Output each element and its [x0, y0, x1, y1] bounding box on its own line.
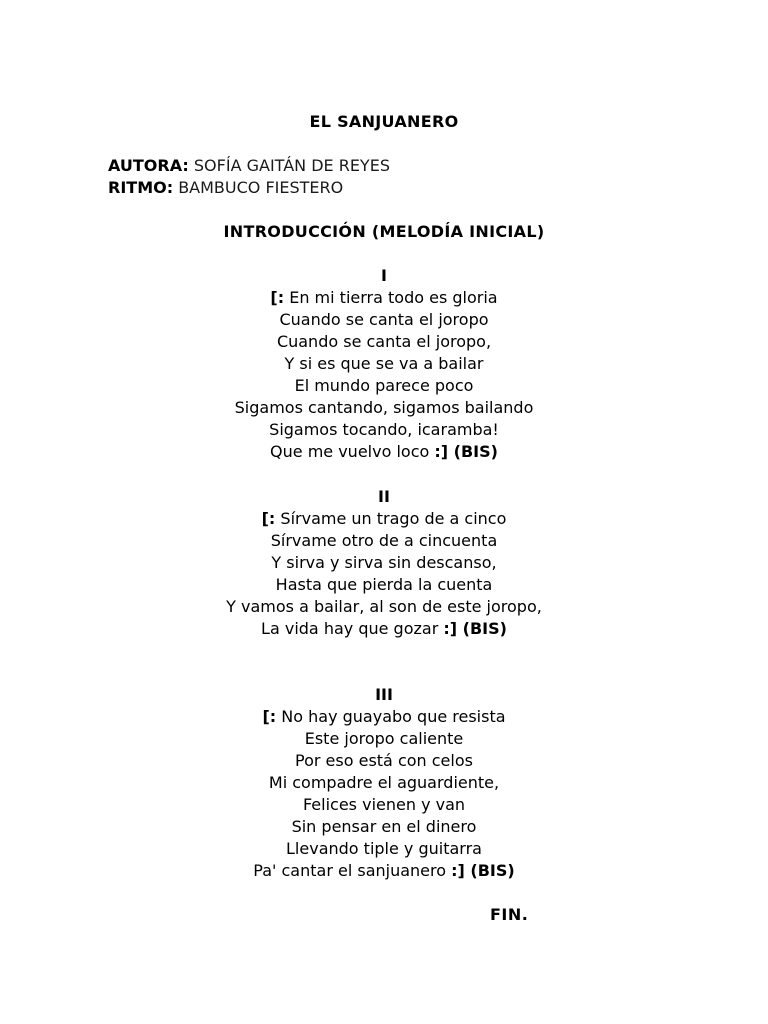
repeat-open-mark: [: — [270, 288, 285, 307]
stanza-line: Este joropo caliente — [304, 729, 464, 748]
stanza-line: Sigamos cantando, sigamos bailando — [234, 398, 534, 417]
stanza-line: Sin pensar en el dinero — [291, 817, 477, 836]
stanza-line: Sírvame otro de a cincuenta — [270, 531, 498, 550]
rhythm-label: RITMO: — [108, 178, 174, 197]
song-title: EL SANJUANERO — [309, 112, 459, 131]
repeat-open-mark: [: — [261, 509, 276, 528]
author-line — [108, 155, 390, 177]
stanza-line — [0, 508, 768, 530]
stanza-line: Y sirva y sirva sin descanso, — [271, 553, 497, 572]
stanza-1 — [0, 265, 768, 463]
lyric-text: Que me vuelvo loco — [270, 442, 430, 461]
author-value: SOFÍA GAITÁN DE REYES — [193, 156, 390, 175]
stanza-3 — [0, 684, 768, 882]
repeat-open-mark: [: — [262, 707, 277, 726]
stanza-line — [0, 618, 768, 640]
stanza-number: III — [375, 685, 393, 704]
lyric-text: En mi tierra todo es gloria — [289, 288, 498, 307]
repeat-close-mark: :] (BIS) — [451, 861, 515, 880]
stanza-line — [0, 441, 768, 463]
stanza-line: Por eso está con celos — [295, 751, 473, 770]
stanza-line — [0, 860, 768, 882]
stanza-line: Sigamos tocando, icaramba! — [269, 420, 499, 439]
stanza-line: Mi compadre el aguardiente, — [268, 773, 500, 792]
stanza-line — [0, 706, 768, 728]
stanza-line: Y vamos a bailar, al son de este joropo, — [226, 597, 542, 616]
stanza-line: Cuando se canta el joropo, — [276, 332, 492, 351]
intro-heading: INTRODUCCIÓN (MELODÍA INICIAL) — [223, 222, 545, 241]
stanza-line: Felices vienen y van — [302, 795, 466, 814]
lyric-text: Sírvame un trago de a cinco — [280, 509, 507, 528]
repeat-close-mark: :] (BIS) — [443, 619, 507, 638]
stanza-line: Cuando se canta el joropo — [279, 310, 489, 329]
lyric-text: Pa' cantar el sanjuanero — [253, 861, 447, 880]
stanza-line — [0, 287, 768, 309]
rhythm-value: BAMBUCO FIESTERO — [178, 178, 344, 197]
stanza-line: Hasta que pierda la cuenta — [275, 575, 493, 594]
fin-mark: FIN. — [490, 905, 529, 924]
repeat-close-mark: :] (BIS) — [434, 442, 498, 461]
lyric-text: No hay guayabo que resista — [281, 707, 506, 726]
rhythm-line — [108, 177, 343, 199]
stanza-number: II — [378, 487, 390, 506]
author-label: AUTORA: — [108, 156, 189, 175]
stanza-line: Llevando tiple y guitarra — [286, 839, 482, 858]
stanza-line: El mundo parece poco — [294, 376, 474, 395]
lyric-text: La vida hay que gozar — [261, 619, 439, 638]
stanza-number: I — [381, 266, 387, 285]
stanza-line: Y si es que se va a bailar — [284, 354, 484, 373]
stanza-2 — [0, 486, 768, 640]
